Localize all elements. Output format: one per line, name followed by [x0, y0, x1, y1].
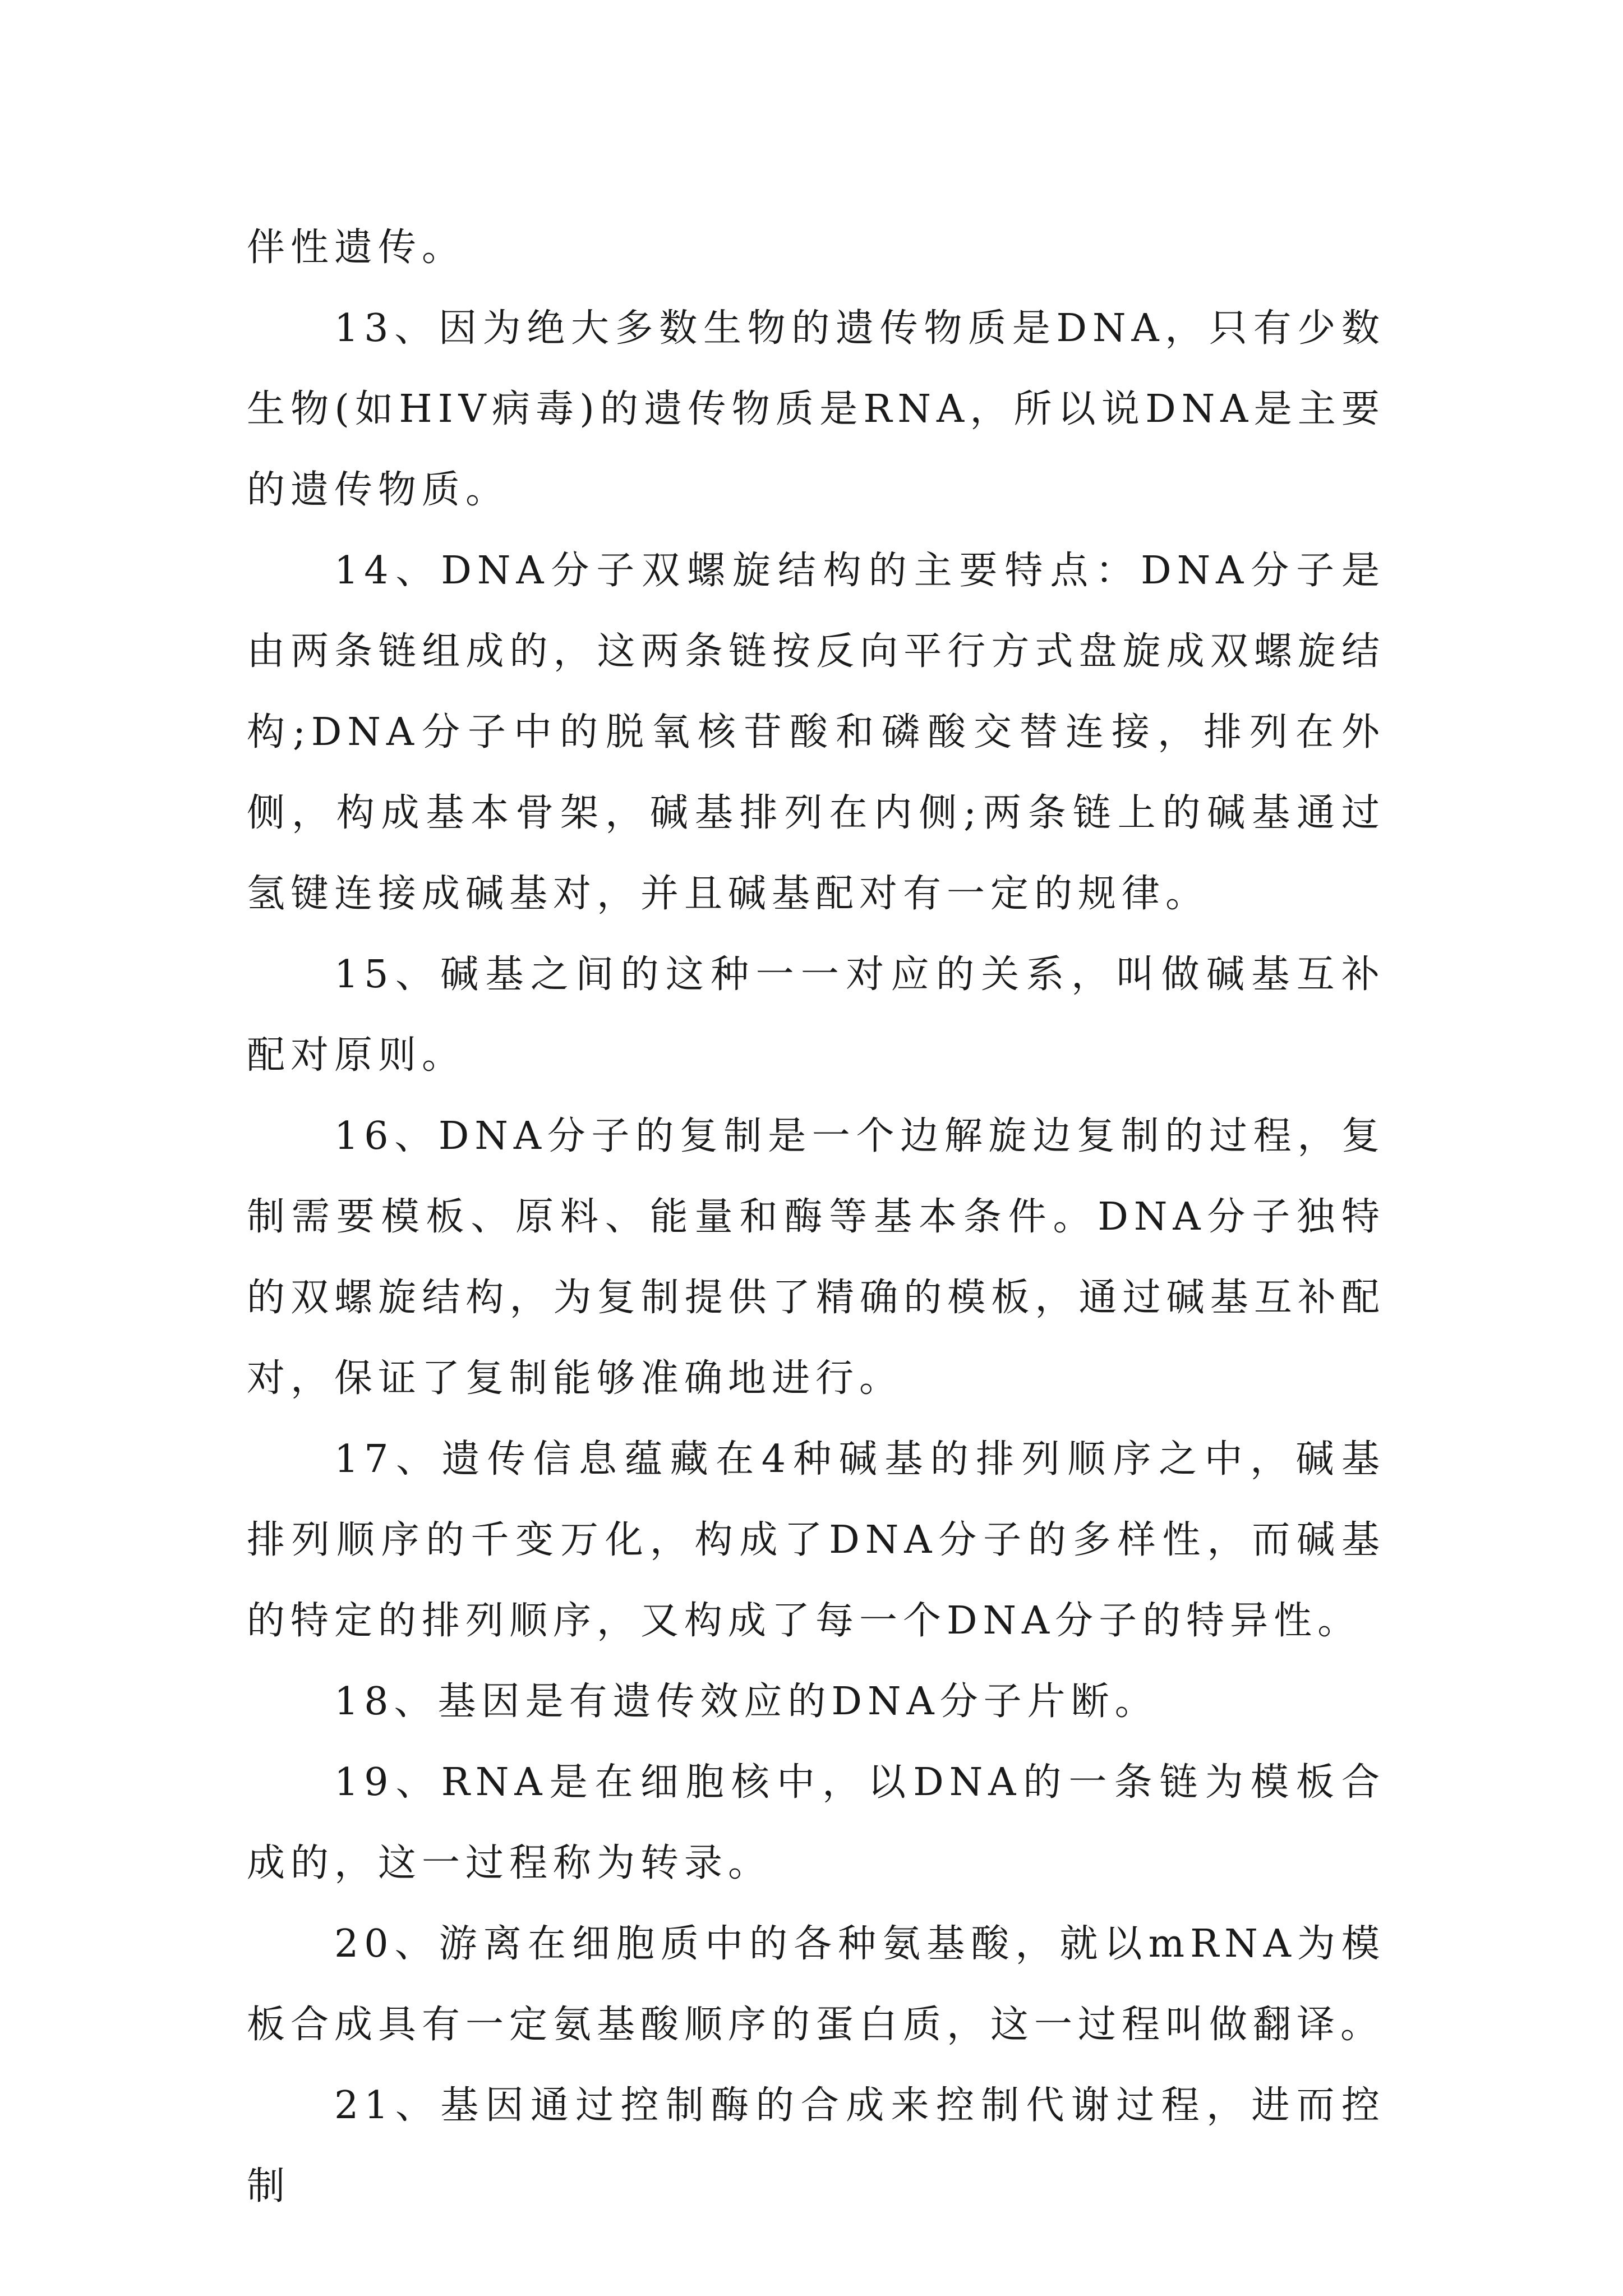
paragraph-20: 20、游离在细胞质中的各种氨基酸，就以mRNA为模板合成具有一定氨基酸顺序的蛋白质，这一过程叫做翻译。 — [247, 1922, 1385, 2047]
paragraph-19: 19、RNA是在细胞核中，以DNA的一条链为模板合成的，这一过程称为转录。 — [247, 1760, 1385, 1885]
paragraph-13: 13、因为绝大多数生物的遗传物质是DNA，只有少数生物(如HIV病毒)的遗传物质是RNA，所以说DNA是主要的遗传物质。 — [247, 306, 1385, 512]
paragraph-17: 17、遗传信息蕴藏在4种碱基的排列顺序之中，碱基排列顺序的千变万化，构成了DNA分子的多样性，而碱基的特定的排列顺序，又构成了每一个DNA分子的特异性。 — [247, 1437, 1385, 1643]
paragraph-18: 18、基因是有遗传效应的DNA分子片断。 — [334, 1680, 1159, 1724]
paragraph-14: 14、DNA分子双螺旋结构的主要特点：DNA分子是由两条链组成的，这两条链按反向平行方式盘旋成双螺旋结构;DNA分子中的脱氧核苷酸和磷酸交替连接，排列在外侧，构成基本骨架，碱基排列在内侧;两条链上的碱基通过氢键连接成碱基对，并且碱基配对有一定的规律。 — [247, 549, 1385, 916]
document-body — [247, 208, 1385, 2227]
paragraph-0: 伴性遗传。 — [247, 226, 466, 270]
paragraph-16: 16、DNA分子的复制是一个边解旋边复制的过程，复制需要模板、原料、能量和酶等基本条件。DNA分子独特的双螺旋结构，为复制提供了精确的模板，通过碱基互补配对，保证了复制能够准确地进行。 — [247, 1114, 1385, 1401]
paragraph-15: 15、碱基之间的这种一一对应的关系，叫做碱基互补配对原则。 — [247, 953, 1385, 1078]
paragraph-21: 21、基因通过控制酶的合成来控制代谢过程，进而控制 — [247, 2083, 1385, 2208]
